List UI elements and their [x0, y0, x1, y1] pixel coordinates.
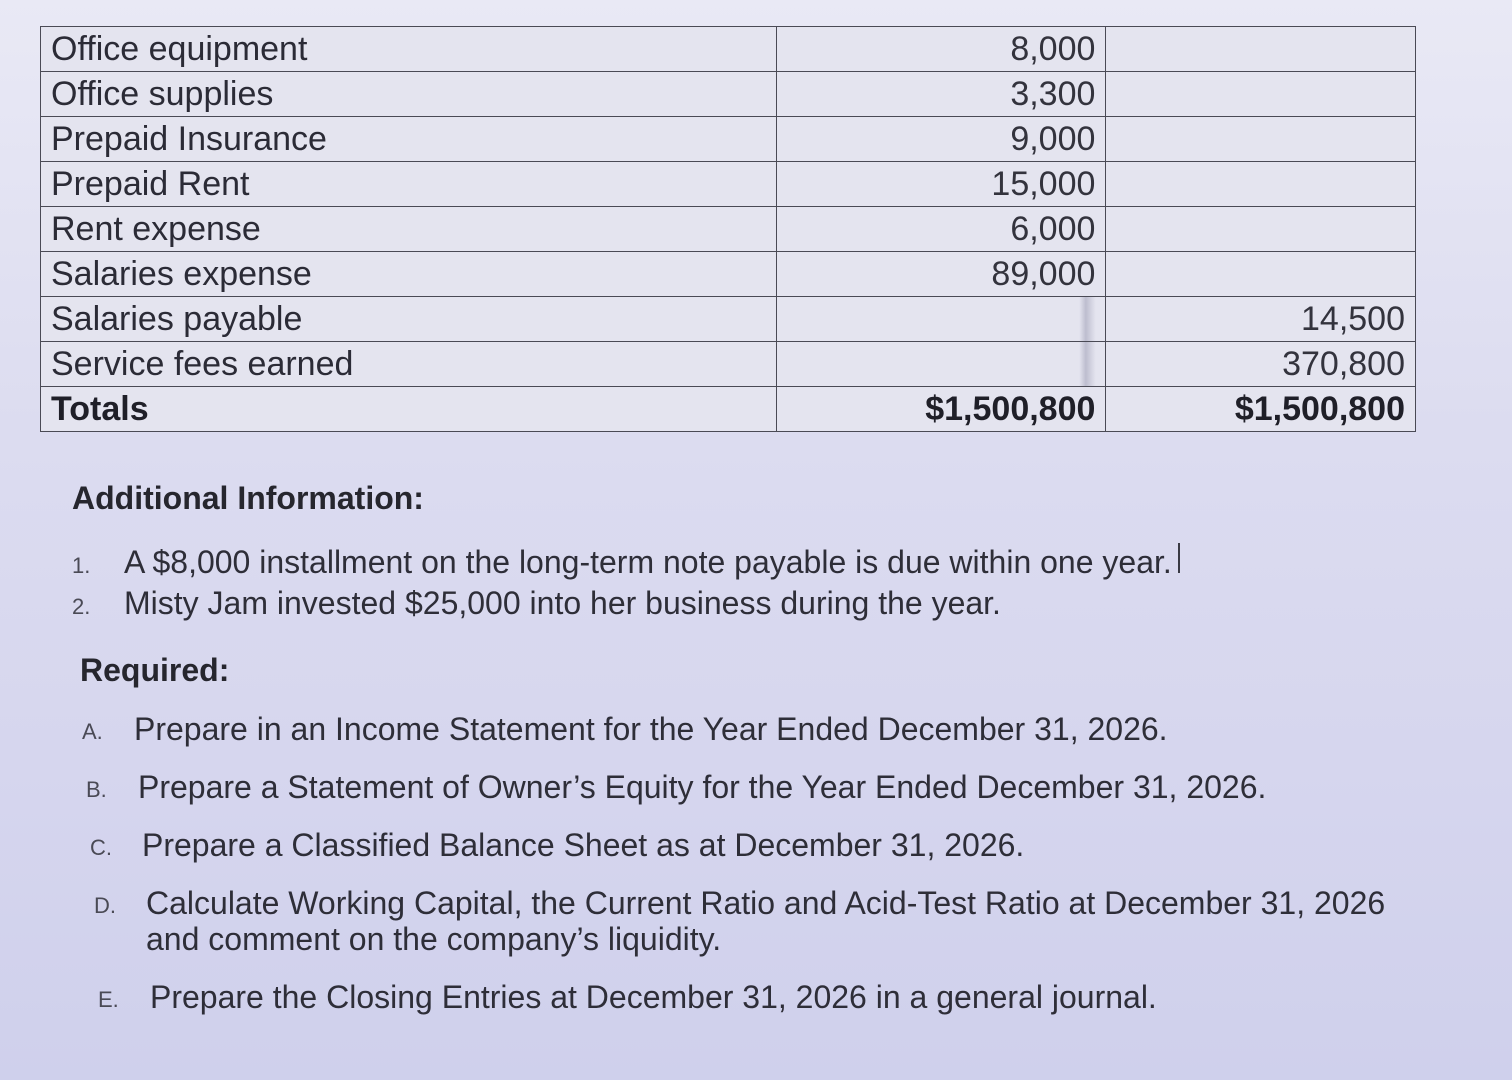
document-page — [28, 20, 1468, 1080]
debit-amount — [777, 297, 1106, 342]
credit-amount — [1106, 207, 1416, 252]
item-text: Prepare a Statement of Owner’s Equity for the Year Ended December 31, 2026. — [138, 769, 1267, 805]
list-item — [72, 543, 1452, 581]
table-row — [41, 27, 1416, 72]
credit-amount — [1106, 117, 1416, 162]
debit-amount: 8,000 — [777, 27, 1106, 72]
item-text: Misty Jam invested $25,000 into her business during the year. — [124, 585, 1001, 621]
account-name: Salaries expense — [41, 252, 777, 297]
required-list — [72, 711, 1452, 1015]
account-name: Prepaid Insurance — [41, 117, 777, 162]
additional-info-heading: Additional Information: — [72, 480, 424, 516]
item-letter: B. — [86, 777, 107, 802]
item-letter: C. — [90, 835, 112, 860]
item-letter: A. — [82, 719, 103, 744]
item-number: 1. — [72, 553, 91, 578]
table-row — [41, 117, 1416, 162]
debit-amount: 89,000 — [777, 252, 1106, 297]
table-row — [41, 297, 1416, 342]
list-item — [72, 711, 1452, 747]
totals-row — [41, 387, 1416, 432]
debit-amount — [777, 342, 1106, 387]
item-text: Calculate Working Capital, the Current Ratio and Acid-Test Ratio at December 31, 2026 and comment on the company’s liquidity. — [146, 885, 1386, 957]
credit-amount: 14,500 — [1106, 297, 1416, 342]
table-row — [41, 207, 1416, 252]
credit-amount — [1106, 27, 1416, 72]
totals-label: Totals — [41, 387, 777, 432]
list-item — [72, 979, 1452, 1015]
credit-amount: 370,800 — [1106, 342, 1416, 387]
assignment-text — [72, 480, 1452, 1037]
total-credit: $1,500,800 — [1106, 387, 1416, 432]
table-row — [41, 162, 1416, 207]
item-number: 2. — [72, 594, 91, 619]
additional-info-list — [72, 543, 1452, 622]
list-item — [72, 585, 1452, 622]
item-text: Prepare a Classified Balance Sheet as at December 31, 2026. — [142, 827, 1025, 863]
account-name: Rent expense — [41, 207, 777, 252]
total-debit: $1,500,800 — [777, 387, 1106, 432]
debit-amount: 3,300 — [777, 72, 1106, 117]
required-heading: Required: — [80, 652, 230, 688]
account-name: Office equipment — [41, 27, 777, 72]
trial-balance-table — [40, 26, 1416, 432]
item-text: Prepare the Closing Entries at December 31, 2026 in a general journal. — [150, 979, 1157, 1015]
text-cursor — [1178, 543, 1180, 573]
debit-amount: 9,000 — [777, 117, 1106, 162]
account-name: Service fees earned — [41, 342, 777, 387]
list-item — [72, 769, 1452, 805]
item-text: A $8,000 installment on the long-term note payable is due within one year. — [124, 544, 1172, 580]
list-item — [72, 827, 1452, 863]
debit-amount: 15,000 — [777, 162, 1106, 207]
table-row — [41, 252, 1416, 297]
item-letter: D. — [94, 893, 116, 918]
account-name: Office supplies — [41, 72, 777, 117]
account-name: Prepaid Rent — [41, 162, 777, 207]
credit-amount — [1106, 72, 1416, 117]
debit-amount: 6,000 — [777, 207, 1106, 252]
credit-amount — [1106, 162, 1416, 207]
item-text: Prepare in an Income Statement for the Year Ended December 31, 2026. — [134, 711, 1168, 747]
list-item — [72, 885, 1452, 957]
table-row — [41, 342, 1416, 387]
item-letter: E. — [98, 987, 119, 1012]
credit-amount — [1106, 252, 1416, 297]
table-row — [41, 72, 1416, 117]
account-name: Salaries payable — [41, 297, 777, 342]
